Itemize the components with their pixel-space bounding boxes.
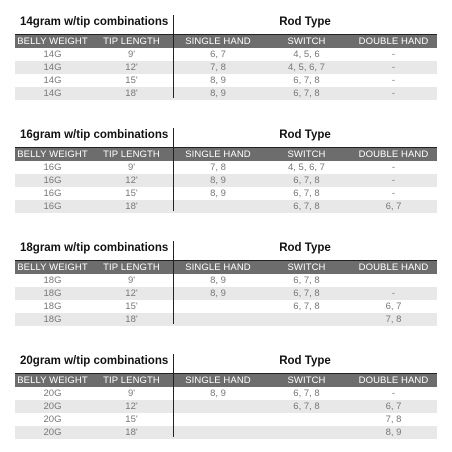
cell-belly-weight: 14G (43, 62, 62, 73)
column-header-switch: SWITCH (287, 375, 326, 386)
cell-switch (263, 413, 350, 426)
rod-type-label: Rod Type (279, 355, 331, 367)
cell-tip-length: 15' (125, 414, 138, 425)
table-heading (15, 241, 437, 260)
table-heading (15, 15, 437, 34)
column-header-belly-weight: BELLY WEIGHT (17, 36, 88, 47)
column-header-row (15, 148, 437, 161)
table-row (15, 413, 437, 426)
cell-belly-weight: 16G (43, 175, 62, 186)
table-row (15, 387, 437, 400)
column-header-tip-length: TIP LENGTH (103, 375, 160, 386)
column-header-switch: SWITCH (287, 36, 326, 47)
vertical-divider (173, 241, 174, 324)
cell-belly-weight: 20G (43, 401, 62, 412)
column-header-double-hand: DOUBLE HAND (358, 375, 429, 386)
cell-belly-weight: 18G (43, 314, 62, 325)
cell-tip-length: 15' (125, 75, 138, 86)
cell-double-hand: - (391, 288, 396, 299)
column-header-row (15, 374, 437, 387)
cell-single-hand: 8, 9 (210, 188, 226, 199)
cell-single-hand: 8, 9 (210, 88, 226, 99)
column-header-single-hand: SINGLE HAND (185, 375, 251, 386)
column-header-double-hand: DOUBLE HAND (358, 149, 429, 160)
cell-belly-weight: 16G (43, 188, 62, 199)
cell-double-hand: - (391, 162, 396, 173)
cell-tip-length: 9' (127, 162, 136, 173)
table-row (15, 87, 437, 100)
cell-tip-length: 12' (125, 288, 138, 299)
cell-tip-length: 12' (125, 401, 138, 412)
horizontal-divider (15, 260, 437, 261)
cell-belly-weight: 16G (43, 201, 62, 212)
table-title: 16gram w/tip combinations (20, 129, 169, 141)
cell-double-hand: 6, 7 (385, 201, 402, 212)
cell-double-hand (350, 274, 437, 287)
table-row (15, 187, 437, 200)
cell-tip-length: 15' (125, 188, 138, 199)
cell-tip-length: 18' (125, 314, 138, 325)
cell-single-hand: 7, 8 (210, 62, 226, 73)
cell-switch: 6, 7, 8 (293, 75, 320, 86)
cell-single-hand: 8, 9 (210, 388, 226, 399)
cell-switch (263, 426, 350, 439)
cell-belly-weight: 20G (43, 414, 62, 425)
cell-belly-weight: 20G (43, 388, 62, 399)
cell-switch: 6, 7, 8 (293, 301, 320, 312)
table-row (15, 313, 437, 326)
rod-type-label: Rod Type (279, 242, 331, 254)
cell-belly-weight: 14G (43, 49, 62, 60)
cell-double-hand: - (391, 175, 396, 186)
table-title: 14gram w/tip combinations (20, 16, 169, 28)
cell-single-hand (173, 313, 263, 326)
table-row (15, 161, 437, 174)
table-row (15, 48, 437, 61)
column-header-row (15, 261, 437, 274)
vertical-divider (173, 128, 174, 211)
cell-single-hand (173, 200, 263, 213)
cell-tip-length: 9' (127, 388, 136, 399)
combination-table (15, 241, 437, 326)
cell-switch: 6, 7, 8 (293, 401, 320, 412)
cell-double-hand: - (391, 88, 396, 99)
column-header-belly-weight: BELLY WEIGHT (17, 149, 88, 160)
column-header-tip-length: TIP LENGTH (103, 149, 160, 160)
table-title: 18gram w/tip combinations (20, 242, 169, 254)
cell-double-hand: - (391, 188, 396, 199)
cell-belly-weight: 18G (43, 275, 62, 286)
column-header-row (15, 35, 437, 48)
cell-tip-length: 18' (125, 88, 138, 99)
cell-single-hand: 8, 9 (210, 75, 226, 86)
table-heading (15, 354, 437, 373)
cell-double-hand: - (391, 62, 396, 73)
cell-double-hand: - (391, 49, 396, 60)
cell-double-hand: 6, 7 (385, 401, 402, 412)
table-row (15, 400, 437, 413)
column-header-tip-length: TIP LENGTH (103, 36, 160, 47)
table-row (15, 274, 437, 287)
cell-switch: 4, 5, 6, 7 (288, 62, 325, 73)
cell-double-hand: - (391, 388, 396, 399)
cell-switch: 6, 7, 8 (293, 201, 320, 212)
cell-double-hand: - (391, 75, 396, 86)
cell-single-hand: 8, 9 (210, 175, 226, 186)
cell-single-hand: 7, 8 (210, 162, 226, 173)
cell-tip-length: 9' (127, 49, 136, 60)
table-row (15, 426, 437, 439)
cell-single-hand: 8, 9 (210, 275, 226, 286)
cell-switch: 6, 7, 8 (293, 175, 320, 186)
cell-single-hand (173, 300, 263, 313)
table-row (15, 300, 437, 313)
cell-belly-weight: 16G (43, 162, 62, 173)
table-row (15, 287, 437, 300)
combination-table (15, 354, 437, 439)
cell-single-hand (173, 400, 263, 413)
column-header-switch: SWITCH (287, 262, 326, 273)
cell-double-hand: 7, 8 (385, 414, 402, 425)
combination-table (15, 128, 437, 213)
table-row (15, 74, 437, 87)
table-title: 20gram w/tip combinations (20, 355, 169, 367)
cell-switch: 6, 7, 8 (293, 388, 320, 399)
column-header-single-hand: SINGLE HAND (185, 149, 251, 160)
cell-double-hand: 6, 7 (385, 301, 402, 312)
vertical-divider (173, 15, 174, 98)
cell-switch: 6, 7, 8 (293, 188, 320, 199)
cell-belly-weight: 18G (43, 288, 62, 299)
cell-tip-length: 18' (125, 427, 138, 438)
table-row (15, 200, 437, 213)
cell-tip-length: 18' (125, 201, 138, 212)
cell-double-hand: 8, 9 (385, 427, 402, 438)
cell-tip-length: 15' (125, 301, 138, 312)
cell-single-hand (173, 413, 263, 426)
cell-tip-length: 12' (125, 175, 138, 186)
rod-type-label: Rod Type (279, 16, 331, 28)
cell-belly-weight: 20G (43, 427, 62, 438)
combination-table (15, 15, 437, 100)
column-header-belly-weight: BELLY WEIGHT (17, 375, 88, 386)
cell-switch: 6, 7, 8 (293, 88, 320, 99)
column-header-double-hand: DOUBLE HAND (358, 262, 429, 273)
column-header-belly-weight: BELLY WEIGHT (17, 262, 88, 273)
rod-type-label: Rod Type (279, 129, 331, 141)
horizontal-divider (15, 34, 437, 35)
horizontal-divider (15, 373, 437, 374)
horizontal-divider (15, 147, 437, 148)
column-header-single-hand: SINGLE HAND (185, 36, 251, 47)
column-header-single-hand: SINGLE HAND (185, 262, 251, 273)
cell-belly-weight: 18G (43, 301, 62, 312)
table-row (15, 174, 437, 187)
cell-tip-length: 9' (127, 275, 136, 286)
column-header-double-hand: DOUBLE HAND (358, 36, 429, 47)
table-row (15, 61, 437, 74)
vertical-divider (173, 354, 174, 437)
table-heading (15, 128, 437, 147)
cell-switch: 6, 7, 8 (293, 288, 320, 299)
cell-belly-weight: 14G (43, 88, 62, 99)
cell-switch: 4, 5, 6, 7 (288, 162, 325, 173)
cell-double-hand: 7, 8 (385, 314, 402, 325)
cell-single-hand: 8, 9 (210, 288, 226, 299)
column-header-switch: SWITCH (287, 149, 326, 160)
cell-switch: 6, 7, 8 (293, 275, 320, 286)
cell-single-hand: 6, 7 (210, 49, 226, 60)
column-header-tip-length: TIP LENGTH (103, 262, 160, 273)
cell-single-hand (173, 426, 263, 439)
cell-tip-length: 12' (125, 62, 138, 73)
cell-switch (263, 313, 350, 326)
cell-switch: 4, 5, 6 (293, 49, 320, 60)
cell-belly-weight: 14G (43, 75, 62, 86)
